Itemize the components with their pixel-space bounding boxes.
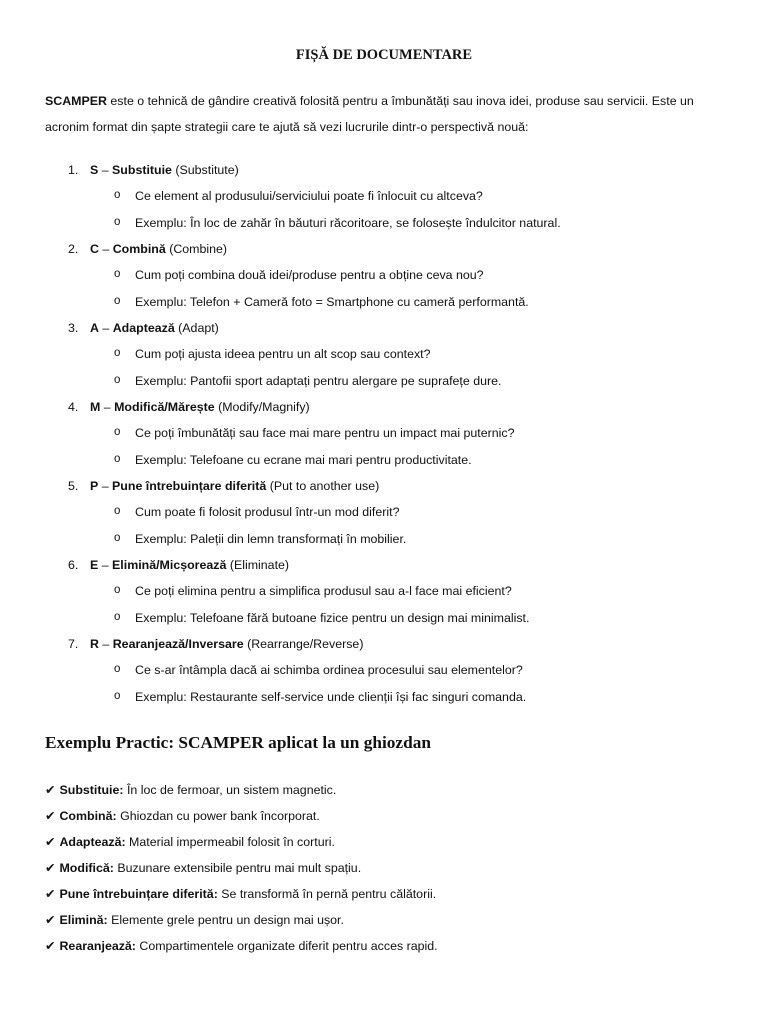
circle-bullet-icon: o [114, 531, 121, 544]
strategy-question: Ce poți îmbunătăți sau face mai mare pentru un impact mai puternic? [135, 426, 515, 440]
strategy-example: Exemplu: În loc de zahăr în băuturi răcoritoare, se folosește îndulcitor natural. [135, 215, 561, 230]
strategy-question-row [0, 341, 768, 368]
strategy-english: (Rearrange/Reverse) [243, 637, 364, 651]
strategy-question: Cum poți combina două idei/produse pentru a obține ceva nou? [135, 268, 484, 282]
strategy-question-row [0, 499, 768, 526]
strategy-letter: M [90, 400, 101, 414]
circle-bullet-icon: o [114, 373, 121, 386]
practical-label: Substituie: [59, 783, 124, 797]
strategy-title [90, 558, 289, 572]
strategy-name: Combină [112, 242, 166, 256]
strategy-number: 1. [68, 163, 79, 177]
practical-label: Rearanjează: [59, 939, 136, 953]
strategy-letter: S [90, 163, 99, 177]
strategy-question: Cum poate fi folosit produsul într-un mod diferit? [135, 505, 400, 519]
circle-bullet-icon: o [114, 663, 121, 675]
strategy-example: Exemplu: Telefoane cu ecrane mai mari pentru productivitate. [135, 452, 472, 467]
practical-text: Elemente grele pentru un design mai ușor. [107, 913, 344, 927]
strategy-title [90, 321, 219, 335]
practical-example-item [45, 829, 745, 855]
strategy-name: Elimină/Micșorează [112, 558, 227, 572]
strategy-dash: – [100, 400, 115, 414]
strategy-heading [0, 631, 768, 657]
checkmark-icon: ✔ [45, 783, 56, 797]
strategy-item [0, 473, 768, 552]
strategy-question: Cum poți ajusta ideea pentru un alt scop sau context? [135, 347, 431, 361]
strategy-heading [0, 552, 768, 578]
practical-label: Modifică: [59, 861, 114, 875]
strategy-letter: C [90, 242, 99, 256]
strategy-item [0, 552, 768, 631]
strategy-english: (Put to another use) [266, 479, 380, 493]
checkmark-icon: ✔ [45, 887, 56, 901]
strategy-english: (Substitute) [171, 163, 239, 177]
strategy-title [90, 637, 363, 651]
strategy-letter: P [90, 479, 99, 493]
practical-text: Compartimentele organizate diferit pentru acces rapid. [135, 939, 438, 953]
strategy-english: (Modify/Magnify) [214, 400, 310, 414]
strategy-dash: – [98, 558, 113, 572]
strategy-example: Exemplu: Telefoane fără butoane fizice pentru un design mai minimalist. [135, 610, 530, 625]
practical-example-list [45, 777, 745, 959]
strategy-heading [0, 473, 768, 499]
strategy-title [90, 400, 310, 414]
strategy-example-row [0, 447, 768, 474]
circle-bullet-icon: o [114, 505, 121, 517]
practical-example-item [45, 803, 745, 829]
strategy-question-row [0, 183, 768, 210]
practical-text: În loc de fermoar, un sistem magnetic. [123, 783, 337, 797]
checkmark-icon: ✔ [45, 809, 56, 823]
strategy-list [0, 157, 768, 710]
practical-text: Ghiozdan cu power bank încorporat. [116, 809, 320, 823]
practical-text: Material impermeabil folosit în corturi. [125, 835, 335, 849]
intro-paragraph [45, 88, 725, 140]
strategy-example-row [0, 605, 768, 632]
intro-text: este o tehnică de gândire creativă folosită pentru a îmbunătăți sau inova idei, produse sau servicii. Este un acronim format din șapte strategii care te ajută să vezi lucrurile dintr-o perspectivă nouă: [45, 94, 694, 134]
strategy-number: 6. [68, 558, 79, 572]
checkmark-icon: ✔ [45, 913, 56, 927]
strategy-heading [0, 394, 768, 420]
strategy-name: Pune întrebuințare diferită [112, 479, 267, 493]
strategy-example: Exemplu: Pantofii sport adaptați pentru alergare pe suprafețe dure. [135, 373, 502, 388]
practical-text: Se transformă în pernă pentru călătorii. [217, 887, 437, 901]
circle-bullet-icon: o [114, 689, 121, 702]
strategy-english: (Eliminate) [226, 558, 290, 572]
checkmark-icon: ✔ [45, 835, 56, 849]
circle-bullet-icon: o [114, 268, 121, 280]
strategy-item [0, 315, 768, 394]
circle-bullet-icon: o [114, 347, 121, 359]
strategy-dash: – [98, 637, 113, 651]
strategy-question-row [0, 657, 768, 684]
strategy-number: 3. [68, 321, 79, 335]
circle-bullet-icon: o [114, 215, 121, 228]
strategy-number: 2. [68, 242, 79, 256]
practical-example-item [45, 777, 745, 803]
strategy-example-row [0, 289, 768, 316]
practical-example-item [45, 855, 745, 881]
strategy-example: Exemplu: Paleții din lemn transformați în mobilier. [135, 531, 407, 546]
document-title: FIȘĂ DE DOCUMENTARE [295, 47, 473, 63]
circle-bullet-icon: o [114, 610, 121, 623]
practical-example-item [45, 881, 745, 907]
strategy-english: (Adapt) [174, 321, 219, 335]
circle-bullet-icon: o [114, 452, 121, 465]
strategy-number: 7. [68, 637, 79, 651]
practical-example-item [45, 933, 745, 959]
circle-bullet-icon: o [114, 189, 121, 201]
practical-label: Adaptează: [59, 835, 126, 849]
strategy-letter: A [90, 321, 99, 335]
strategy-example-row [0, 368, 768, 395]
strategy-dash: – [98, 163, 113, 177]
strategy-dash: – [98, 321, 113, 335]
practical-text: Buzunare extensibile pentru mai mult spațiu. [113, 861, 362, 875]
strategy-question-row [0, 262, 768, 289]
practical-example-item [45, 907, 745, 933]
strategy-name: Substituie [112, 163, 172, 177]
intro-keyword: SCAMPER [45, 94, 107, 108]
checkmark-icon: ✔ [45, 861, 56, 875]
strategy-example: Exemplu: Restaurante self-service unde clienții își fac singuri comanda. [135, 689, 527, 704]
strategy-heading [0, 236, 768, 262]
strategy-dash: – [98, 479, 113, 493]
practical-label: Combină: [59, 809, 117, 823]
strategy-heading [0, 315, 768, 341]
practical-example-heading: Exemplu Practic: SCAMPER aplicat la un ghiozdan [45, 733, 431, 752]
strategy-name: Adaptează [112, 321, 175, 335]
strategy-item [0, 631, 768, 710]
strategy-name: Modifică/Mărește [114, 400, 215, 414]
practical-label: Elimină: [59, 913, 108, 927]
strategy-question: Ce s-ar întâmpla dacă ai schimba ordinea procesului sau elementelor? [135, 663, 523, 677]
strategy-question: Ce poți elimina pentru a simplifica produsul sau a-l face mai eficient? [135, 584, 512, 598]
strategy-question-row [0, 578, 768, 605]
circle-bullet-icon: o [114, 294, 121, 307]
strategy-example-row [0, 526, 768, 553]
practical-label: Pune întrebuințare diferită: [59, 887, 218, 901]
strategy-title [90, 479, 379, 493]
strategy-item [0, 157, 768, 236]
strategy-dash: – [98, 242, 113, 256]
strategy-item [0, 394, 768, 473]
strategy-title [90, 242, 227, 256]
strategy-name: Rearanjează/Inversare [112, 637, 244, 651]
circle-bullet-icon: o [114, 584, 121, 596]
strategy-question-row [0, 420, 768, 447]
strategy-letter: R [90, 637, 99, 651]
circle-bullet-icon: o [114, 426, 121, 438]
strategy-english: (Combine) [165, 242, 228, 256]
checkmark-icon: ✔ [45, 939, 56, 953]
strategy-number: 5. [68, 479, 79, 493]
strategy-heading [0, 157, 768, 183]
strategy-number: 4. [68, 400, 79, 414]
strategy-example-row [0, 210, 768, 237]
strategy-question: Ce element al produsului/serviciului poate fi înlocuit cu altceva? [135, 189, 483, 203]
strategy-title [90, 163, 239, 177]
strategy-letter: E [90, 558, 99, 572]
strategy-example-row [0, 684, 768, 711]
strategy-example: Exemplu: Telefon + Cameră foto = Smartphone cu cameră performantă. [135, 294, 529, 309]
strategy-item [0, 236, 768, 315]
